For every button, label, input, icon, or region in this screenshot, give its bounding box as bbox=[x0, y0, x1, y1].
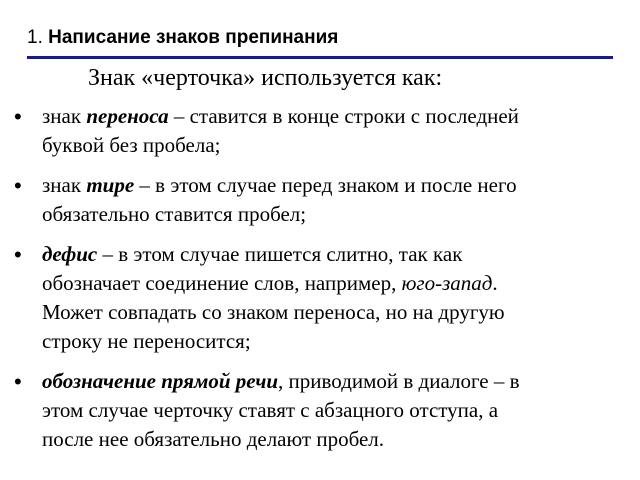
bullet-icon: • bbox=[14, 173, 22, 198]
text-fragment: , приводимой в диалоге – в bbox=[278, 369, 520, 393]
example-word: юго-запад bbox=[401, 271, 493, 295]
term-hyphenation: переноса bbox=[86, 104, 169, 128]
text-line: после нее обязательно делают пробел. bbox=[42, 427, 385, 451]
text-fragment: обозначает соединение слов, например, bbox=[42, 271, 402, 295]
list-item-text bbox=[42, 240, 638, 356]
bullet-icon: • bbox=[14, 242, 22, 267]
text-fragment: – в этом случае перед знаком и после него bbox=[134, 173, 517, 197]
slide-header bbox=[27, 26, 338, 50]
list-item-text bbox=[42, 102, 638, 160]
text-line: этом случае черточку ставят с абзацного отступа, а bbox=[42, 398, 499, 422]
list-item-text bbox=[42, 367, 638, 454]
text-line: Может совпадать со знаком переноса, но на другую bbox=[42, 300, 505, 324]
text-line bbox=[42, 171, 638, 200]
text-fragment: . bbox=[492, 271, 498, 295]
text-line bbox=[42, 269, 638, 298]
term-direct-speech: обозначение прямой речи bbox=[42, 369, 279, 393]
text-line bbox=[42, 102, 638, 131]
text-line bbox=[42, 240, 638, 269]
text-fragment: – в этом случае пишется слитно, так как bbox=[97, 242, 463, 266]
term-dash: тире bbox=[86, 173, 135, 197]
text-line: буквой без пробела; bbox=[42, 133, 221, 157]
slide-number: 1. bbox=[27, 27, 43, 48]
slide-subtitle: Знак «черточка» используется как: bbox=[88, 65, 443, 91]
text-line: строку не переносится; bbox=[42, 329, 251, 353]
bullet-icon: • bbox=[14, 104, 22, 129]
text-fragment: знак bbox=[42, 173, 87, 197]
title-underline bbox=[27, 56, 613, 59]
slide-title: Написание знаков препинания bbox=[48, 27, 339, 48]
text-line: обязательно ставится пробел; bbox=[42, 202, 307, 226]
list-item-text bbox=[42, 171, 638, 229]
text-fragment: знак bbox=[42, 104, 87, 128]
bullet-icon: • bbox=[14, 369, 22, 394]
text-line bbox=[42, 367, 638, 396]
term-hyphen: дефис bbox=[42, 242, 98, 266]
text-fragment: – ставится в конце строки с последней bbox=[168, 104, 519, 128]
